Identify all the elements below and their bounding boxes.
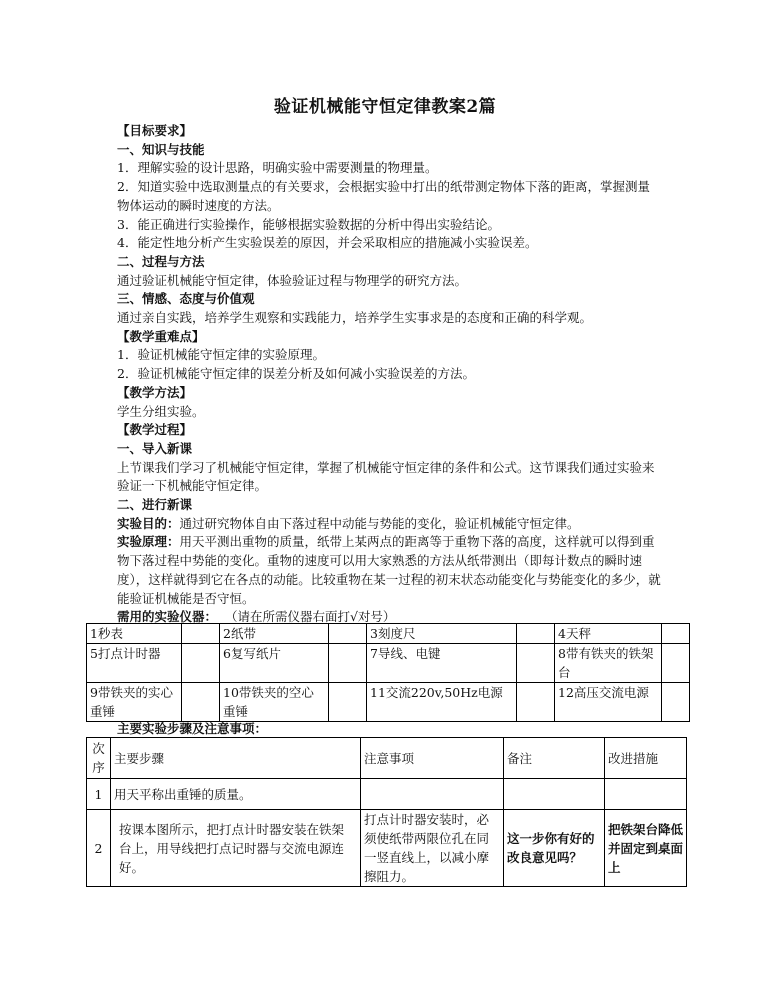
equipment-item: 10带铁夹的空心重锤: [220, 683, 329, 722]
section-heading: 【教学方法】: [117, 384, 193, 400]
equipment-check-cell[interactable]: [182, 683, 220, 722]
document-title: 验证机械能守恒定律教案2篇: [273, 97, 497, 117]
equipment-check-cell[interactable]: [329, 624, 367, 644]
equipment-item: 1秒表: [87, 624, 182, 644]
purpose-label: 实验目的：: [117, 515, 180, 531]
equipment-check-cell[interactable]: [182, 624, 220, 644]
equipment-check-cell[interactable]: [517, 683, 555, 722]
equipment-item: 7导线、电键: [367, 644, 517, 683]
steps-cell: 把铁架台降低并固定到桌面上: [605, 810, 687, 887]
equipment-check-cell[interactable]: [182, 644, 220, 683]
equipment-check-cell[interactable]: [662, 683, 690, 722]
section-heading: 【教学重难点】: [117, 328, 205, 344]
equipment-item: 2纸带: [220, 624, 329, 644]
paragraph: 2．验证机械能守恒定律的误差分析及如何减小实验误差的方法。: [117, 366, 475, 382]
purpose-text: 通过研究物体自由下落过程中动能与势能的变化，验证机械能守恒定律。: [179, 515, 580, 531]
paragraph-list: [117, 122, 662, 515]
steps-cell: 按课本图所示，把打点计时器安装在铁架台上，用导线把打点记时器与交流电源连好。: [111, 810, 361, 887]
steps-cell: 用天平称出重锤的质量。: [111, 779, 361, 810]
equipment-item: 12高压交流电源: [555, 683, 662, 722]
equipment-label: 需用的实验仪器：: [117, 609, 218, 625]
equipment-check-cell[interactable]: [517, 624, 555, 644]
section-heading: 二、进行新课: [117, 497, 193, 513]
equipment-row: [87, 644, 690, 683]
steps-caption: 主要实验步骤及注意事项：: [117, 721, 268, 736]
section-heading: 【目标要求】: [117, 123, 193, 138]
principle-label: 实验原理：: [117, 534, 180, 550]
steps-cell: 打点计时器安装时，必须使纸带两限位孔在同一竖直线上，以减小摩擦阻力。: [361, 810, 504, 887]
equipment-item: 11交流220v,50Hz电源: [367, 683, 517, 722]
steps-header-cell: 改进措施: [605, 738, 687, 779]
equipment-item: 4天秤: [555, 624, 662, 644]
equipment-check-cell[interactable]: [329, 683, 367, 722]
paragraph: 通过亲自实践，培养学生观察和实践能力，培养学生实事求是的态度和正确的科学观。: [117, 310, 593, 326]
steps-row: [87, 810, 687, 887]
steps-cell: 2: [87, 810, 111, 887]
equipment-row: [87, 624, 690, 644]
steps-header-cell: 次序: [87, 738, 111, 779]
principle-paragraph: [117, 533, 662, 608]
steps-header-cell: 注意事项: [361, 738, 504, 779]
principle-text: 用天平测出重物的质量，纸带上某两点的距离等于重物下落的高度，这样就可以得到重物下落过程中势能的变化。重物的速度可以用大家熟悉的方法从纸带测出（即每计数点的瞬时速度），这样就得到它在各点的动能。比较重物在某一过程的初末状态动能变化与势能变化的多少，就能验证机械能是否守恒。: [117, 534, 661, 606]
steps-row: [87, 779, 687, 810]
section-heading: 【教学过程】: [117, 422, 193, 438]
equipment-check-cell[interactable]: [329, 644, 367, 683]
equipment-item: 3刻度尺: [367, 624, 517, 644]
paragraph: 通过验证机械能守恒定律，体验验证过程与物理学的研究方法。: [117, 272, 468, 288]
steps-cell: 这一步你有好的改良意见吗？: [504, 810, 605, 887]
steps-table: [86, 737, 687, 887]
section-heading: 二、过程与方法: [117, 253, 205, 269]
section-heading: 一、导入新课: [117, 440, 193, 456]
steps-cell: [605, 779, 687, 810]
paragraph: 上节课我们学习了机械能守恒定律，掌握了机械能守恒定律的条件和公式。这节课我们通过实验来验证一下机械能守恒定律。: [117, 459, 655, 494]
equipment-table: [86, 623, 690, 722]
equipment-check-cell[interactable]: [662, 644, 690, 683]
equipment-item: 6复写纸片: [220, 644, 329, 683]
section-heading: 一、知识与技能: [117, 141, 205, 157]
paragraph: 2．知道实验中选取测量点的有关要求，会根据实验中打出的纸带测定物体下落的距离，掌握测量物体运动的瞬时速度的方法。: [117, 179, 650, 213]
paragraph: 1．验证机械能守恒定律的实验原理。: [117, 347, 325, 363]
steps-header-cell: 主要步骤: [111, 738, 361, 779]
steps-cell: [504, 779, 605, 810]
purpose-paragraph: [117, 515, 662, 534]
equipment-note: （请在所需仪器右面打√对号）: [224, 609, 396, 625]
document-body: [117, 122, 662, 627]
equipment-check-cell[interactable]: [662, 624, 690, 644]
paragraph: 4．能定性地分析产生实验误差的原因，并会采取相应的措施减小实验误差。: [117, 235, 538, 251]
steps-header-row: [87, 738, 687, 779]
section-heading: 三、情感、态度与价值观: [117, 291, 255, 307]
steps-cell: [361, 779, 504, 810]
equipment-item: 5打点计时器: [87, 644, 182, 683]
equipment-check-cell[interactable]: [517, 644, 555, 683]
equipment-item: 9带铁夹的实心重锤: [87, 683, 182, 722]
equipment-item: 8带有铁夹的铁架台: [555, 644, 662, 683]
paragraph: 学生分组实验。: [117, 403, 205, 419]
steps-cell: 1: [87, 779, 111, 810]
paragraph: 3．能正确进行实验操作，能够根据实验数据的分析中得出实验结论。: [117, 216, 500, 232]
paragraph: 1．理解实验的设计思路，明确实验中需要测量的物理量。: [117, 160, 438, 176]
equipment-row: [87, 683, 690, 722]
steps-header-cell: 备注: [504, 738, 605, 779]
